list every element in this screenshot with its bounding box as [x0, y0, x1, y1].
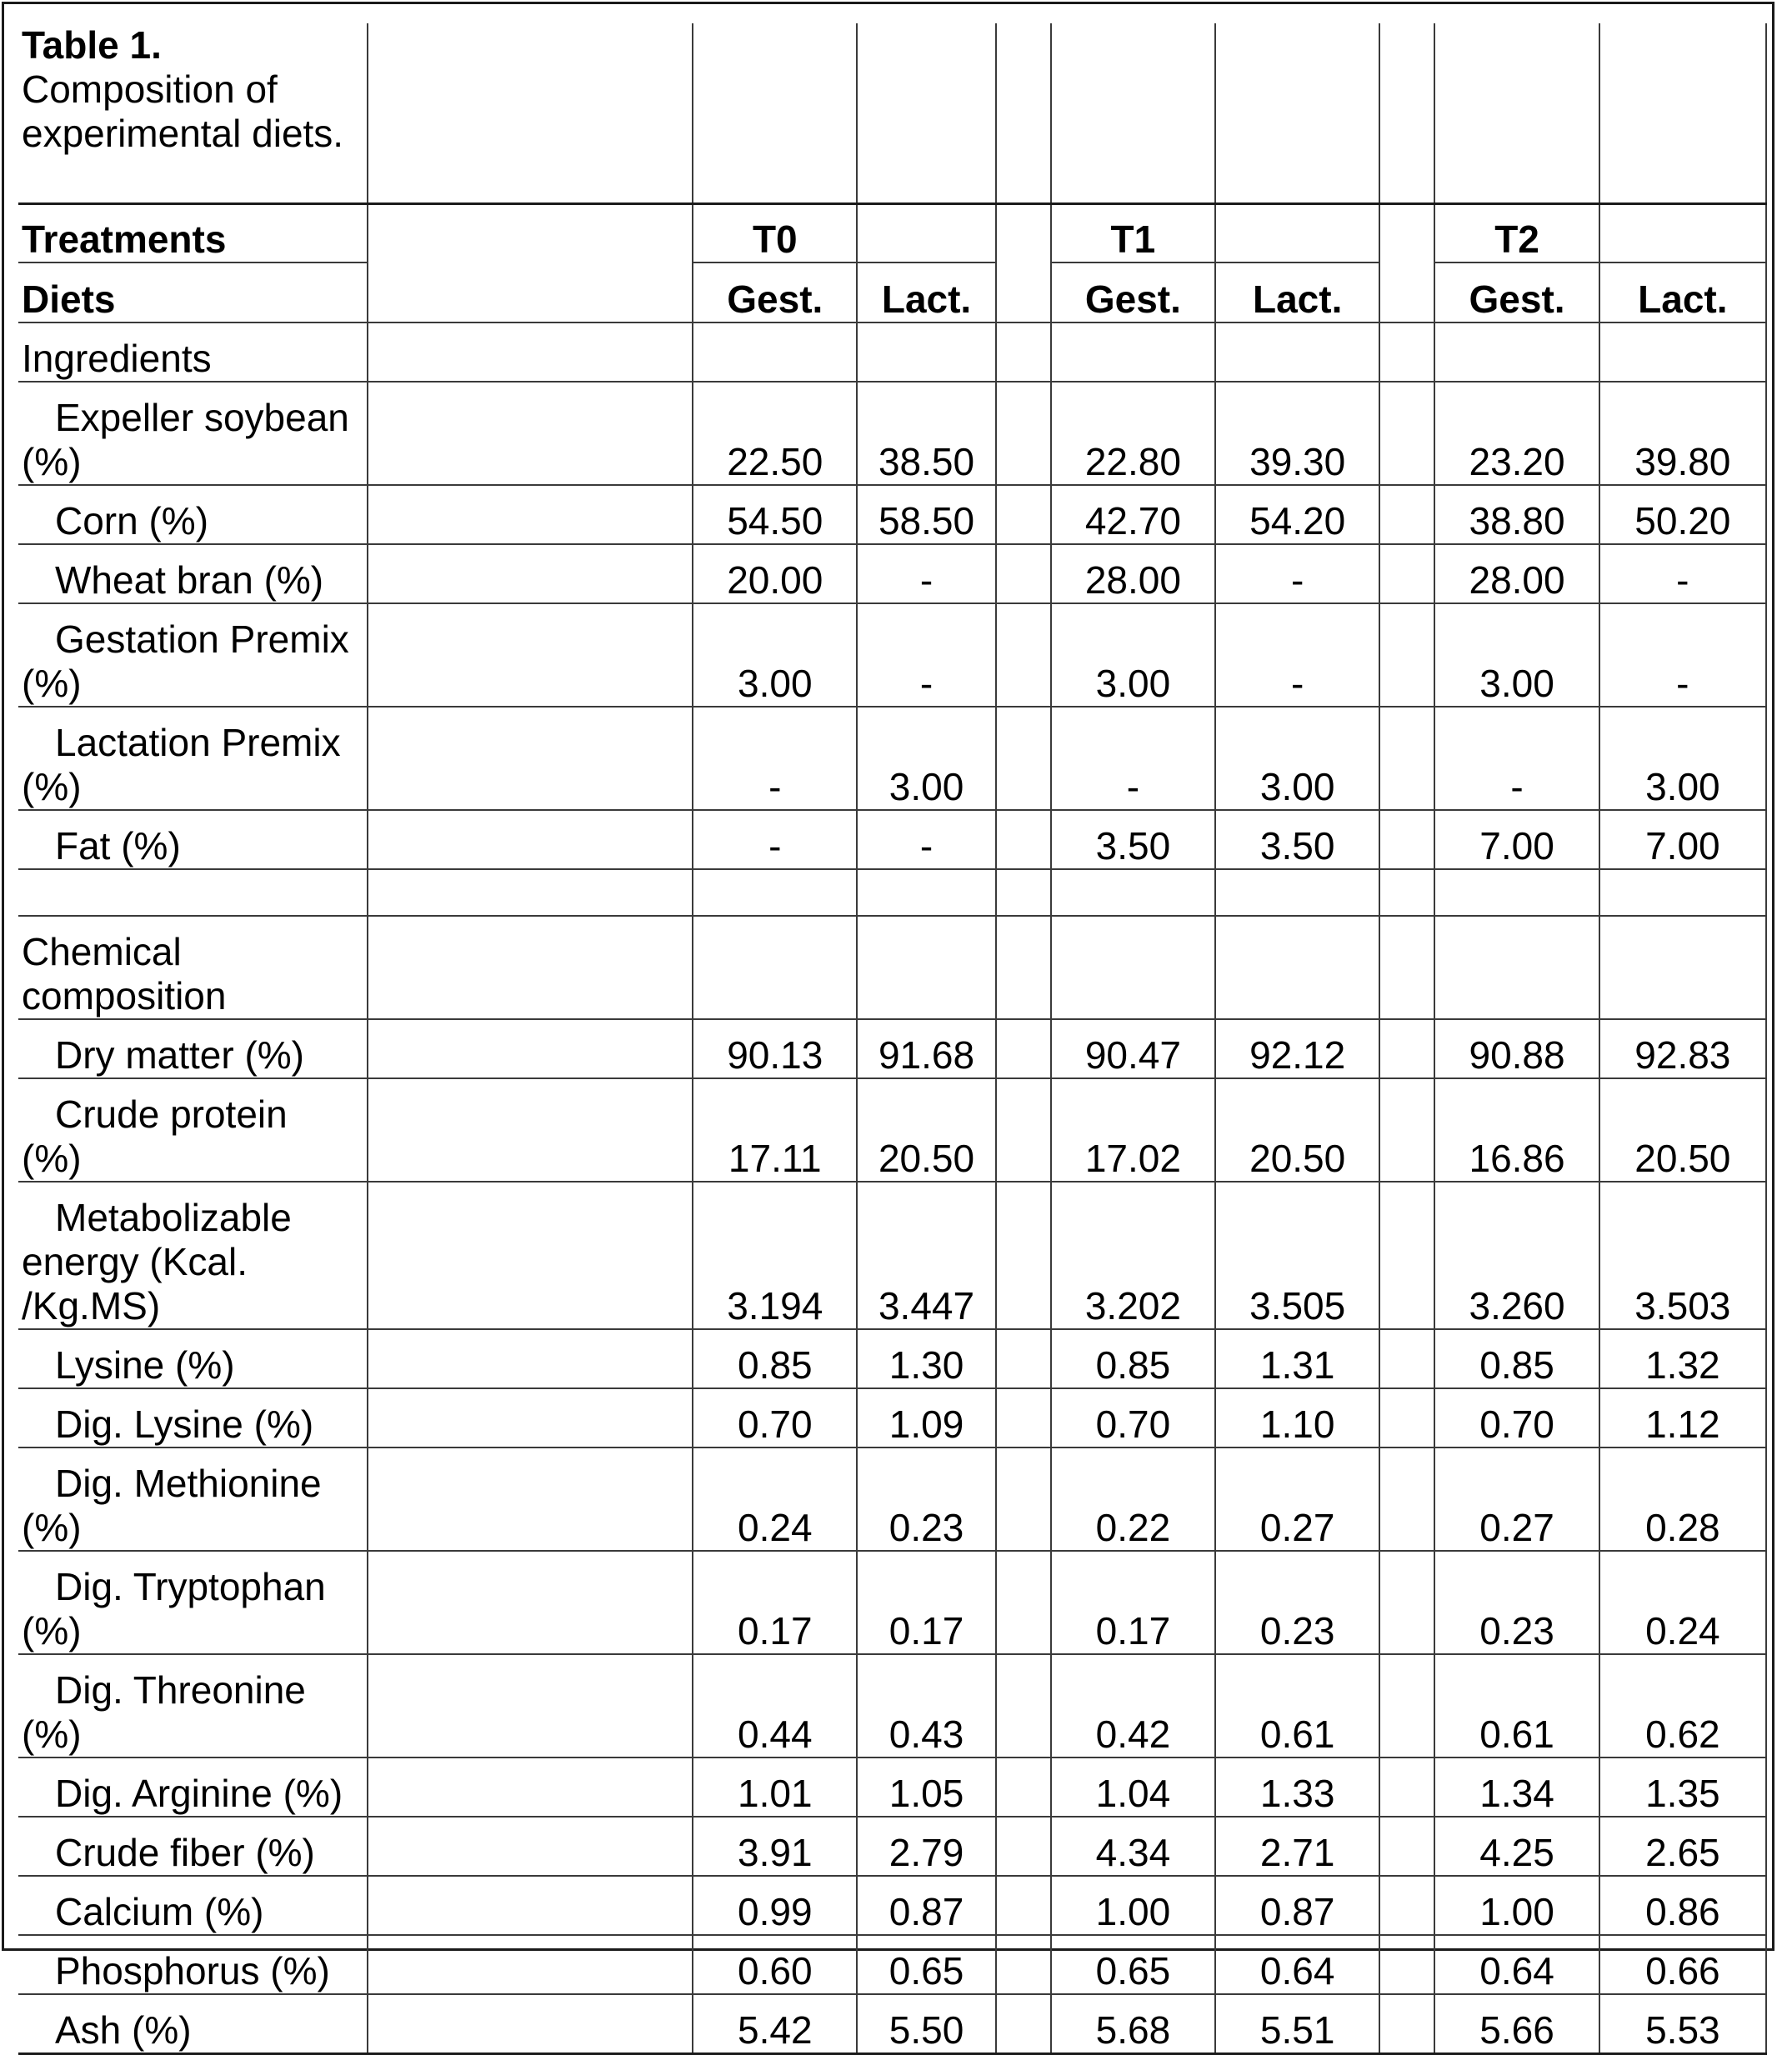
- table-row: [18, 1329, 1766, 1388]
- value-cell: 1.32: [1599, 1329, 1766, 1388]
- value-cell: 0.24: [693, 1448, 857, 1551]
- value-cell: 92.12: [1215, 1019, 1379, 1078]
- value-cell: [693, 869, 857, 916]
- value-cell: 0.27: [1434, 1448, 1599, 1551]
- value-cell: 5.42: [693, 1994, 857, 2053]
- value-cell: 1.09: [857, 1388, 995, 1448]
- row-label: [18, 1182, 368, 1329]
- table-row: [18, 810, 1766, 869]
- value-cell: 39.30: [1215, 382, 1379, 485]
- value-cell: 2.79: [857, 1817, 995, 1876]
- value-cell: 0.64: [1215, 1935, 1379, 1994]
- value-cell: 5.68: [1051, 1994, 1215, 2053]
- composition-table: [18, 23, 1767, 2055]
- value-cell: 3.00: [1599, 707, 1766, 810]
- value-cell: 3.202: [1051, 1182, 1215, 1329]
- row-label-line: Corn (%): [55, 499, 209, 542]
- value-cell: 5.66: [1434, 1994, 1599, 2053]
- spacer-cell: [1379, 1078, 1434, 1182]
- spacer-cell: [1379, 544, 1434, 603]
- row-label: [18, 544, 368, 603]
- value-cell: [1215, 916, 1379, 1019]
- t1-gest-header: Gest.: [1051, 262, 1215, 322]
- t0-lact-header: Lact.: [857, 262, 995, 322]
- spacer-cell: [996, 1182, 1051, 1329]
- value-cell: 0.44: [693, 1654, 857, 1758]
- spacer-cell: [996, 916, 1051, 1019]
- value-cell: 0.42: [1051, 1654, 1215, 1758]
- row-label-line: Crude protein: [55, 1092, 288, 1136]
- value-cell: 0.70: [693, 1388, 857, 1448]
- row-label-line: (%): [22, 1712, 82, 1756]
- value-cell: [1051, 322, 1215, 382]
- value-cell: 1.04: [1051, 1758, 1215, 1817]
- value-cell: 1.34: [1434, 1758, 1599, 1817]
- table-row: [18, 1994, 1766, 2053]
- value-cell: 1.35: [1599, 1758, 1766, 1817]
- row-label: [18, 1758, 368, 1817]
- table-row: [18, 1019, 1766, 1078]
- row-label-line: (%): [22, 765, 82, 808]
- row-label-line: Gestation Premix: [55, 618, 349, 661]
- value-cell: 39.80: [1599, 382, 1766, 485]
- spacer-cell: [996, 485, 1051, 544]
- table-row: [18, 1876, 1766, 1935]
- value-cell: 1.01: [693, 1758, 857, 1817]
- spacer-cell: [996, 544, 1051, 603]
- row-label-line: Dig. Lysine (%): [55, 1402, 314, 1446]
- row-label: [18, 916, 368, 1019]
- spacer-cell: [996, 810, 1051, 869]
- value-cell: 16.86: [1434, 1078, 1599, 1182]
- table-row: [18, 1551, 1766, 1654]
- row-label-line: composition: [22, 974, 227, 1018]
- value-cell: [1215, 322, 1379, 382]
- table-row: [18, 1182, 1766, 1329]
- row-label-line: Dig. Threonine: [55, 1668, 306, 1712]
- spacer-cell: [1379, 869, 1434, 916]
- value-cell: 3.91: [693, 1817, 857, 1876]
- row-label-line: Dig. Tryptophan: [55, 1565, 326, 1608]
- value-cell: 3.00: [1051, 603, 1215, 707]
- spacer-cell: [1379, 1182, 1434, 1329]
- value-cell: 3.447: [857, 1182, 995, 1329]
- spacer-cell: [1379, 1551, 1434, 1654]
- spacer-cell: [1379, 485, 1434, 544]
- value-cell: 0.43: [857, 1654, 995, 1758]
- value-cell: [857, 322, 995, 382]
- spacer-cell: [1379, 1935, 1434, 1994]
- spacer-cell: [1379, 1758, 1434, 1817]
- row-label-line: Dig. Methionine: [55, 1462, 322, 1505]
- spacer-cell: [996, 382, 1051, 485]
- row-label-line: Ingredients: [22, 337, 212, 380]
- value-cell: 42.70: [1051, 485, 1215, 544]
- row-label: [18, 1654, 368, 1758]
- spacer-cell: [996, 1935, 1051, 1994]
- treatments-label: Treatments: [18, 203, 368, 262]
- spacer-cell: [1379, 1817, 1434, 1876]
- table-row: [18, 544, 1766, 603]
- treatments-row: [18, 203, 1766, 262]
- value-cell: 0.62: [1599, 1654, 1766, 1758]
- value-cell: 4.25: [1434, 1817, 1599, 1876]
- row-label-line: Ash (%): [55, 2008, 192, 2052]
- table-row: [18, 1935, 1766, 1994]
- table-title-label: Table 1.: [22, 23, 162, 67]
- value-cell: 2.71: [1215, 1817, 1379, 1876]
- t0-gest-header: Gest.: [693, 262, 857, 322]
- value-cell: 3.505: [1215, 1182, 1379, 1329]
- t1-lact-header: Lact.: [1215, 262, 1379, 322]
- value-cell: 0.61: [1434, 1654, 1599, 1758]
- value-cell: 20.50: [857, 1078, 995, 1182]
- value-cell: 23.20: [1434, 382, 1599, 485]
- value-cell: 3.00: [857, 707, 995, 810]
- row-label: [18, 869, 368, 916]
- spacer-cell: [1379, 916, 1434, 1019]
- value-cell: 5.53: [1599, 1994, 1766, 2053]
- value-cell: [857, 916, 995, 1019]
- value-cell: 1.30: [857, 1329, 995, 1388]
- value-cell: 20.00: [693, 544, 857, 603]
- table-title: [18, 23, 368, 203]
- spacer-cell: [996, 1019, 1051, 1078]
- value-cell: 92.83: [1599, 1019, 1766, 1078]
- spacer-cell: [996, 869, 1051, 916]
- table-row: [18, 485, 1766, 544]
- spacer-cell: [1379, 382, 1434, 485]
- value-cell: 90.47: [1051, 1019, 1215, 1078]
- spacer-cell: [996, 1329, 1051, 1388]
- value-cell: 28.00: [1434, 544, 1599, 603]
- spacer-cell: [996, 603, 1051, 707]
- row-label: [18, 1329, 368, 1388]
- value-cell: -: [1215, 603, 1379, 707]
- value-cell: 0.60: [693, 1935, 857, 1994]
- value-cell: 1.05: [857, 1758, 995, 1817]
- table-caption: Composition of experimental diets.: [22, 68, 344, 155]
- value-cell: 0.28: [1599, 1448, 1766, 1551]
- blank-row: [18, 869, 1766, 916]
- value-cell: [1215, 869, 1379, 916]
- spacer-cell: [1379, 707, 1434, 810]
- value-cell: -: [1599, 603, 1766, 707]
- spacer-cell: [996, 1758, 1051, 1817]
- spacer-cell: [996, 1994, 1051, 2053]
- title-row: [18, 23, 1766, 203]
- value-cell: [1051, 916, 1215, 1019]
- value-cell: 38.80: [1434, 485, 1599, 544]
- value-cell: 3.00: [1215, 707, 1379, 810]
- value-cell: 3.260: [1434, 1182, 1599, 1329]
- row-label: [18, 322, 368, 382]
- row-label-line: Lysine (%): [55, 1343, 235, 1387]
- row-label-line: Wheat bran (%): [55, 558, 324, 602]
- row-label: [18, 1019, 368, 1078]
- value-cell: 0.23: [1215, 1551, 1379, 1654]
- value-cell: 0.17: [1051, 1551, 1215, 1654]
- value-cell: 54.20: [1215, 485, 1379, 544]
- treatment-t2: T2: [1434, 203, 1599, 262]
- value-cell: 7.00: [1599, 810, 1766, 869]
- row-label: [18, 810, 368, 869]
- spacer-cell: [1379, 1019, 1434, 1078]
- value-cell: -: [1599, 544, 1766, 603]
- row-label: [18, 1388, 368, 1448]
- table-row: [18, 1078, 1766, 1182]
- spacer-cell: [996, 707, 1051, 810]
- table-row: [18, 1758, 1766, 1817]
- value-cell: 3.194: [693, 1182, 857, 1329]
- spacer-cell: [996, 1448, 1051, 1551]
- value-cell: 0.65: [1051, 1935, 1215, 1994]
- value-cell: 0.85: [693, 1329, 857, 1388]
- value-cell: 3.503: [1599, 1182, 1766, 1329]
- spacer-cell: [1379, 1994, 1434, 2053]
- value-cell: 0.85: [1434, 1329, 1599, 1388]
- row-label: [18, 1994, 368, 2053]
- value-cell: 58.50: [857, 485, 995, 544]
- row-label-line: (%): [22, 1609, 82, 1652]
- value-cell: 1.10: [1215, 1388, 1379, 1448]
- value-cell: [1434, 322, 1599, 382]
- value-cell: 38.50: [857, 382, 995, 485]
- value-cell: 3.50: [1051, 810, 1215, 869]
- spacer-cell: [996, 322, 1051, 382]
- value-cell: 0.17: [857, 1551, 995, 1654]
- row-label: [18, 603, 368, 707]
- row-label-line: (%): [22, 440, 82, 483]
- row-label: [18, 1935, 368, 1994]
- row-label-line: Lactation Premix: [55, 721, 341, 764]
- value-cell: 17.02: [1051, 1078, 1215, 1182]
- row-label-line: Fat (%): [55, 824, 181, 868]
- value-cell: [857, 869, 995, 916]
- row-label: [18, 1078, 368, 1182]
- table-row: [18, 1654, 1766, 1758]
- value-cell: 2.65: [1599, 1817, 1766, 1876]
- row-label-line: Calcium (%): [55, 1890, 264, 1933]
- value-cell: 4.34: [1051, 1817, 1215, 1876]
- value-cell: 3.00: [1434, 603, 1599, 707]
- value-cell: 0.17: [693, 1551, 857, 1654]
- spacer-cell: [1379, 603, 1434, 707]
- section-heading-ingredients: [18, 322, 1766, 382]
- row-label: [18, 1448, 368, 1551]
- spacer-cell: [1379, 810, 1434, 869]
- row-label-line: (%): [22, 1506, 82, 1549]
- row-label: [18, 707, 368, 810]
- value-cell: [1599, 916, 1766, 1019]
- value-cell: 17.11: [693, 1078, 857, 1182]
- value-cell: 0.23: [1434, 1551, 1599, 1654]
- row-label-line: (%): [22, 662, 82, 705]
- value-cell: 5.50: [857, 1994, 995, 2053]
- value-cell: 0.86: [1599, 1876, 1766, 1935]
- table-row: [18, 603, 1766, 707]
- treatment-t1: T1: [1051, 203, 1215, 262]
- value-cell: 1.31: [1215, 1329, 1379, 1388]
- value-cell: 0.61: [1215, 1654, 1379, 1758]
- spacer-cell: [1379, 1448, 1434, 1551]
- value-cell: 20.50: [1599, 1078, 1766, 1182]
- value-cell: 0.99: [693, 1876, 857, 1935]
- table-row: [18, 1817, 1766, 1876]
- row-label: [18, 1876, 368, 1935]
- table-row: [18, 382, 1766, 485]
- value-cell: [1599, 322, 1766, 382]
- value-cell: [1599, 869, 1766, 916]
- row-label-line: Chemical: [22, 930, 182, 973]
- spacer-cell: [996, 1817, 1051, 1876]
- t2-lact-header: Lact.: [1599, 262, 1766, 322]
- value-cell: 0.65: [857, 1935, 995, 1994]
- value-cell: 50.20: [1599, 485, 1766, 544]
- value-cell: [1434, 869, 1599, 916]
- value-cell: 0.85: [1051, 1329, 1215, 1388]
- value-cell: 1.12: [1599, 1388, 1766, 1448]
- value-cell: -: [1051, 707, 1215, 810]
- value-cell: [693, 916, 857, 1019]
- value-cell: 3.50: [1215, 810, 1379, 869]
- spacer-cell: [1379, 1876, 1434, 1935]
- value-cell: 28.00: [1051, 544, 1215, 603]
- value-cell: [693, 322, 857, 382]
- diets-row: [18, 262, 1766, 322]
- value-cell: -: [693, 707, 857, 810]
- value-cell: 0.24: [1599, 1551, 1766, 1654]
- table-row: [18, 707, 1766, 810]
- row-label-line: Metabolizable: [55, 1196, 292, 1239]
- value-cell: [1434, 916, 1599, 1019]
- spacer-cell: [1379, 1388, 1434, 1448]
- value-cell: -: [857, 810, 995, 869]
- row-label-line: /Kg.MS): [22, 1284, 161, 1328]
- spacer-cell: [996, 1551, 1051, 1654]
- value-cell: 0.27: [1215, 1448, 1379, 1551]
- value-cell: 0.66: [1599, 1935, 1766, 1994]
- value-cell: 1.00: [1051, 1876, 1215, 1935]
- spacer-cell: [1379, 322, 1434, 382]
- value-cell: -: [693, 810, 857, 869]
- value-cell: 5.51: [1215, 1994, 1379, 2053]
- row-label: [18, 1551, 368, 1654]
- value-cell: -: [1215, 544, 1379, 603]
- table-row: [18, 1388, 1766, 1448]
- value-cell: 0.87: [1215, 1876, 1379, 1935]
- spacer-cell: [996, 1078, 1051, 1182]
- value-cell: 91.68: [857, 1019, 995, 1078]
- t2-gest-header: Gest.: [1434, 262, 1599, 322]
- value-cell: 54.50: [693, 485, 857, 544]
- treatment-t0: T0: [693, 203, 857, 262]
- value-cell: 0.87: [857, 1876, 995, 1935]
- row-label-line: energy (Kcal.: [22, 1240, 248, 1283]
- spacer-cell: [1379, 1654, 1434, 1758]
- row-label-line: Phosphorus (%): [55, 1949, 330, 1992]
- row-label-line: Expeller soybean: [55, 396, 349, 439]
- value-cell: 7.00: [1434, 810, 1599, 869]
- value-cell: -: [857, 544, 995, 603]
- row-label-line: (%): [22, 1137, 82, 1180]
- value-cell: 1.00: [1434, 1876, 1599, 1935]
- row-label: [18, 485, 368, 544]
- value-cell: -: [1434, 707, 1599, 810]
- row-label: [18, 1817, 368, 1876]
- row-label-line: Crude fiber (%): [55, 1831, 315, 1874]
- row-label-line: Dig. Arginine (%): [55, 1772, 343, 1815]
- value-cell: 90.13: [693, 1019, 857, 1078]
- spacer-cell: [996, 1654, 1051, 1758]
- value-cell: -: [857, 603, 995, 707]
- value-cell: 0.64: [1434, 1935, 1599, 1994]
- value-cell: 1.33: [1215, 1758, 1379, 1817]
- spacer-cell: [996, 1876, 1051, 1935]
- value-cell: 22.50: [693, 382, 857, 485]
- value-cell: 0.23: [857, 1448, 995, 1551]
- row-label: [18, 382, 368, 485]
- spacer-cell: [1379, 1329, 1434, 1388]
- value-cell: 22.80: [1051, 382, 1215, 485]
- diets-label: Diets: [18, 262, 368, 322]
- spacer-cell: [996, 1388, 1051, 1448]
- value-cell: 0.70: [1434, 1388, 1599, 1448]
- section-heading-chemical: [18, 916, 1766, 1019]
- value-cell: [1051, 869, 1215, 916]
- value-cell: 20.50: [1215, 1078, 1379, 1182]
- value-cell: 0.70: [1051, 1388, 1215, 1448]
- value-cell: 3.00: [693, 603, 857, 707]
- value-cell: 90.88: [1434, 1019, 1599, 1078]
- table-row: [18, 1448, 1766, 1551]
- row-label-line: Dry matter (%): [55, 1033, 304, 1077]
- value-cell: 0.22: [1051, 1448, 1215, 1551]
